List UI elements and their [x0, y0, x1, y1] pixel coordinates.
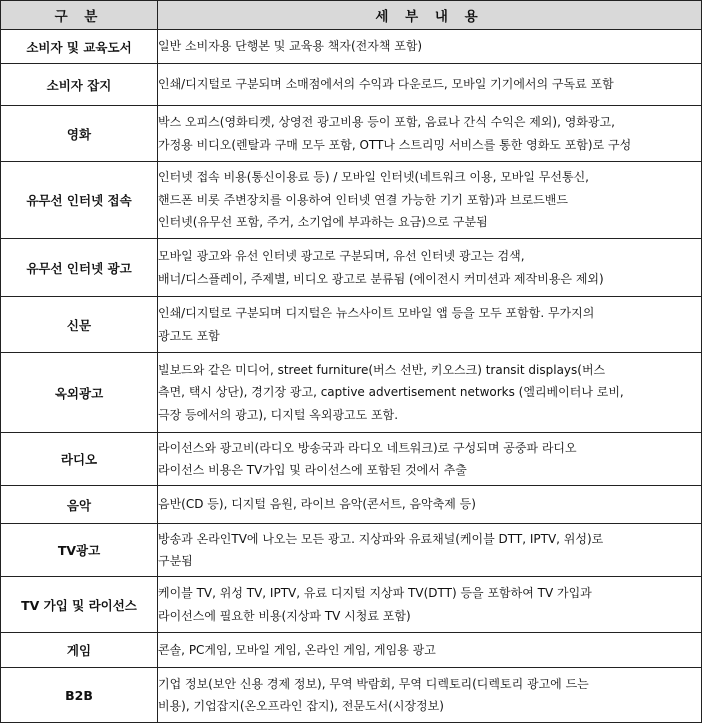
row-category: 음악: [1, 486, 158, 524]
row-detail: 기업 정보(보안 신용 경제 정보), 무역 박람회, 무역 디렉토리(디렉토리 광고에 드는 비용), 기업잡지(온오프라인 잡지), 전문도서(시장정보): [158, 668, 702, 723]
table-row: [1, 64, 702, 106]
row-category: 소비자 및 교육도서: [1, 30, 158, 64]
row-detail: 모바일 광고와 유선 인터넷 광고로 구분되며, 유선 인터넷 광고는 검색, 배너/디스플레이, 주제별, 비디오 광고로 분류됨 (에이전시 커미션과 제작비용은 제외): [158, 239, 702, 297]
table-row: [1, 668, 702, 723]
row-category: 신문: [1, 297, 158, 353]
row-detail: 박스 오피스(영화티켓, 상영전 광고비용 등이 포함, 음료나 간식 수익은 제외), 영화광고, 가정용 비디오(렌탈과 구매 모두 포함, OTT나 스트리밍 서비스를 통한 영화도 포함)로 구성: [158, 106, 702, 162]
table-row: [1, 353, 702, 433]
table-header-row: [1, 1, 702, 30]
row-detail: 일반 소비자용 단행본 및 교육용 책자(전자책 포함): [158, 30, 702, 64]
row-detail: 인터넷 접속 비용(통신이용료 등) / 모바일 인터넷(네트워크 이용, 모바일 무선통신, 핸드폰 비롯 주변장치를 이용하여 인터넷 연결 가능한 기기 포함)과 브로드밴드 인터넷(유무선 포함, 주거, 소기업에 부과하는 요금)으로 구분됨: [158, 162, 702, 239]
row-detail: 음반(CD 등), 디지털 음원, 라이브 음악(콘서트, 음악축제 등): [158, 486, 702, 524]
row-category: 게임: [1, 633, 158, 668]
row-detail: 콘솔, PC게임, 모바일 게임, 온라인 게임, 게임용 광고: [158, 633, 702, 668]
header-detail: 세 부 내 용: [158, 1, 702, 30]
table-row: [1, 633, 702, 668]
row-category: 유무선 인터넷 광고: [1, 239, 158, 297]
table-row: [1, 30, 702, 64]
table-row: [1, 239, 702, 297]
row-category: 유무선 인터넷 접속: [1, 162, 158, 239]
row-category: 영화: [1, 106, 158, 162]
row-category: 소비자 잡지: [1, 64, 158, 106]
row-detail: 인쇄/디지털로 구분되며 디지털은 뉴스사이트 모바일 앱 등을 모두 포함함. 무가지의 광고도 포함: [158, 297, 702, 353]
table-row: [1, 297, 702, 353]
row-detail: 인쇄/디지털로 구분되며 소매점에서의 수익과 다운로드, 모바일 기기에서의 구독료 포함: [158, 64, 702, 106]
row-category: 옥외광고: [1, 353, 158, 433]
row-detail: 라이선스와 광고비(라디오 방송국과 라디오 네트워크)로 구성되며 공중파 라디오 라이선스 비용은 TV가입 및 라이선스에 포함된 것에서 추출: [158, 433, 702, 486]
row-category: TV 가입 및 라이선스: [1, 577, 158, 633]
row-detail: 방송과 온라인TV에 나오는 모든 광고. 지상파와 유료채널(케이블 DTT, IPTV, 위성)로 구분됨: [158, 524, 702, 577]
row-category: TV광고: [1, 524, 158, 577]
row-category: 라디오: [1, 433, 158, 486]
table-row: [1, 577, 702, 633]
header-category: 구 분: [1, 1, 158, 30]
table-row: [1, 433, 702, 486]
row-category: B2B: [1, 668, 158, 723]
table-row: [1, 106, 702, 162]
table-row: [1, 162, 702, 239]
table-row: [1, 524, 702, 577]
row-detail: 빌보드와 같은 미디어, street furniture(버스 선반, 키오스크) transit displays(버스 측면, 택시 상단), 경기장 광고, captive advertisement networks (엘리베이터나 로비, 극장 등에서의 광고), 디지털 옥외광고도 포함.: [158, 353, 702, 433]
table-row: [1, 486, 702, 524]
row-detail: 케이블 TV, 위성 TV, IPTV, 유료 디지털 지상파 TV(DTT) 등을 포함하여 TV 가입과 라이선스에 필요한 비용(지상파 TV 시청료 포함): [158, 577, 702, 633]
